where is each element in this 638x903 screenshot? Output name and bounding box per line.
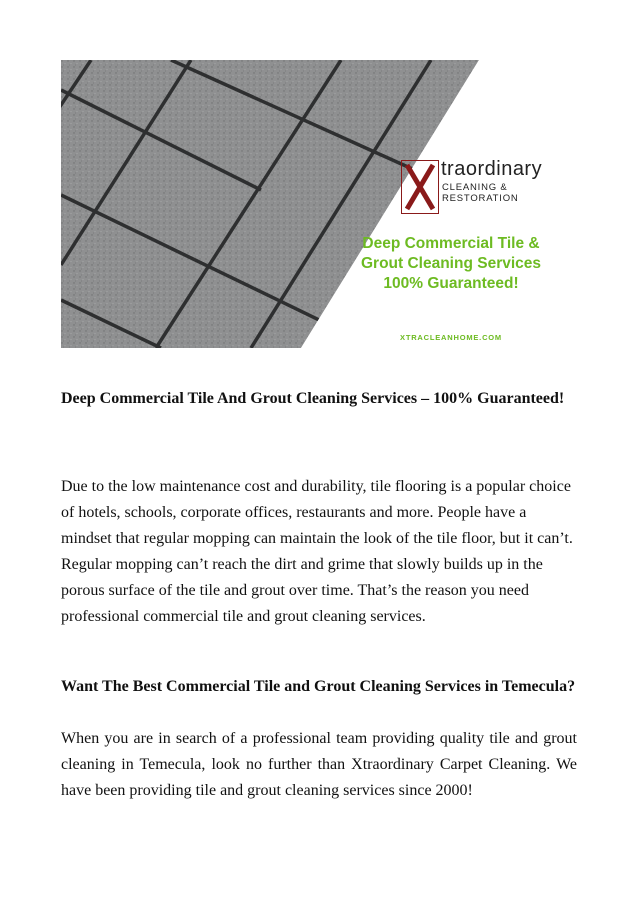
banner-headline xyxy=(326,234,576,294)
logo-tagline xyxy=(442,182,519,204)
logo-wordmark: traordinary xyxy=(441,158,543,180)
banner-website-url: XTRACLEANHOME.COM xyxy=(400,333,502,342)
body-paragraph: When you are in search of a professional team providing quality tile and grout cleaning in Temecula, look no further than Xtraordinary Carpet Cleaning. We have been providing tile and grout cleaning services since 2000! xyxy=(61,730,577,799)
banner-headline-line1: Deep Commercial Tile & xyxy=(362,235,540,252)
logo-tagline-line1: CLEANING & xyxy=(442,182,508,193)
banner-headline-line3: 100% Guaranteed! xyxy=(383,275,519,292)
logo-x-mark-icon xyxy=(401,160,439,214)
article-title: Deep Commercial Tile And Grout Cleaning Services – 100% Guaranteed! xyxy=(61,390,565,407)
intro-paragraph: Due to the low maintenance cost and durability, tile flooring is a popular choice of hotels, schools, corporate offices, restaurants and more. People have a mindset that regular mopping can maintain the look of the tile floor, but it can’t. Regular mopping can’t reach the dirt and grime that slowly builds up in the porous surface of the tile and grout over time. That’s the reason you need professional commercial tile and grout cleaning services. xyxy=(61,478,573,625)
banner-headline-line2: Grout Cleaning Services xyxy=(360,255,542,272)
hero-banner-image xyxy=(61,60,577,348)
company-logo xyxy=(401,160,577,222)
section-subheading: Want The Best Commercial Tile and Grout Cleaning Services in Temecula? xyxy=(61,678,576,695)
logo-tagline-line2: RESTORATION xyxy=(442,193,519,204)
